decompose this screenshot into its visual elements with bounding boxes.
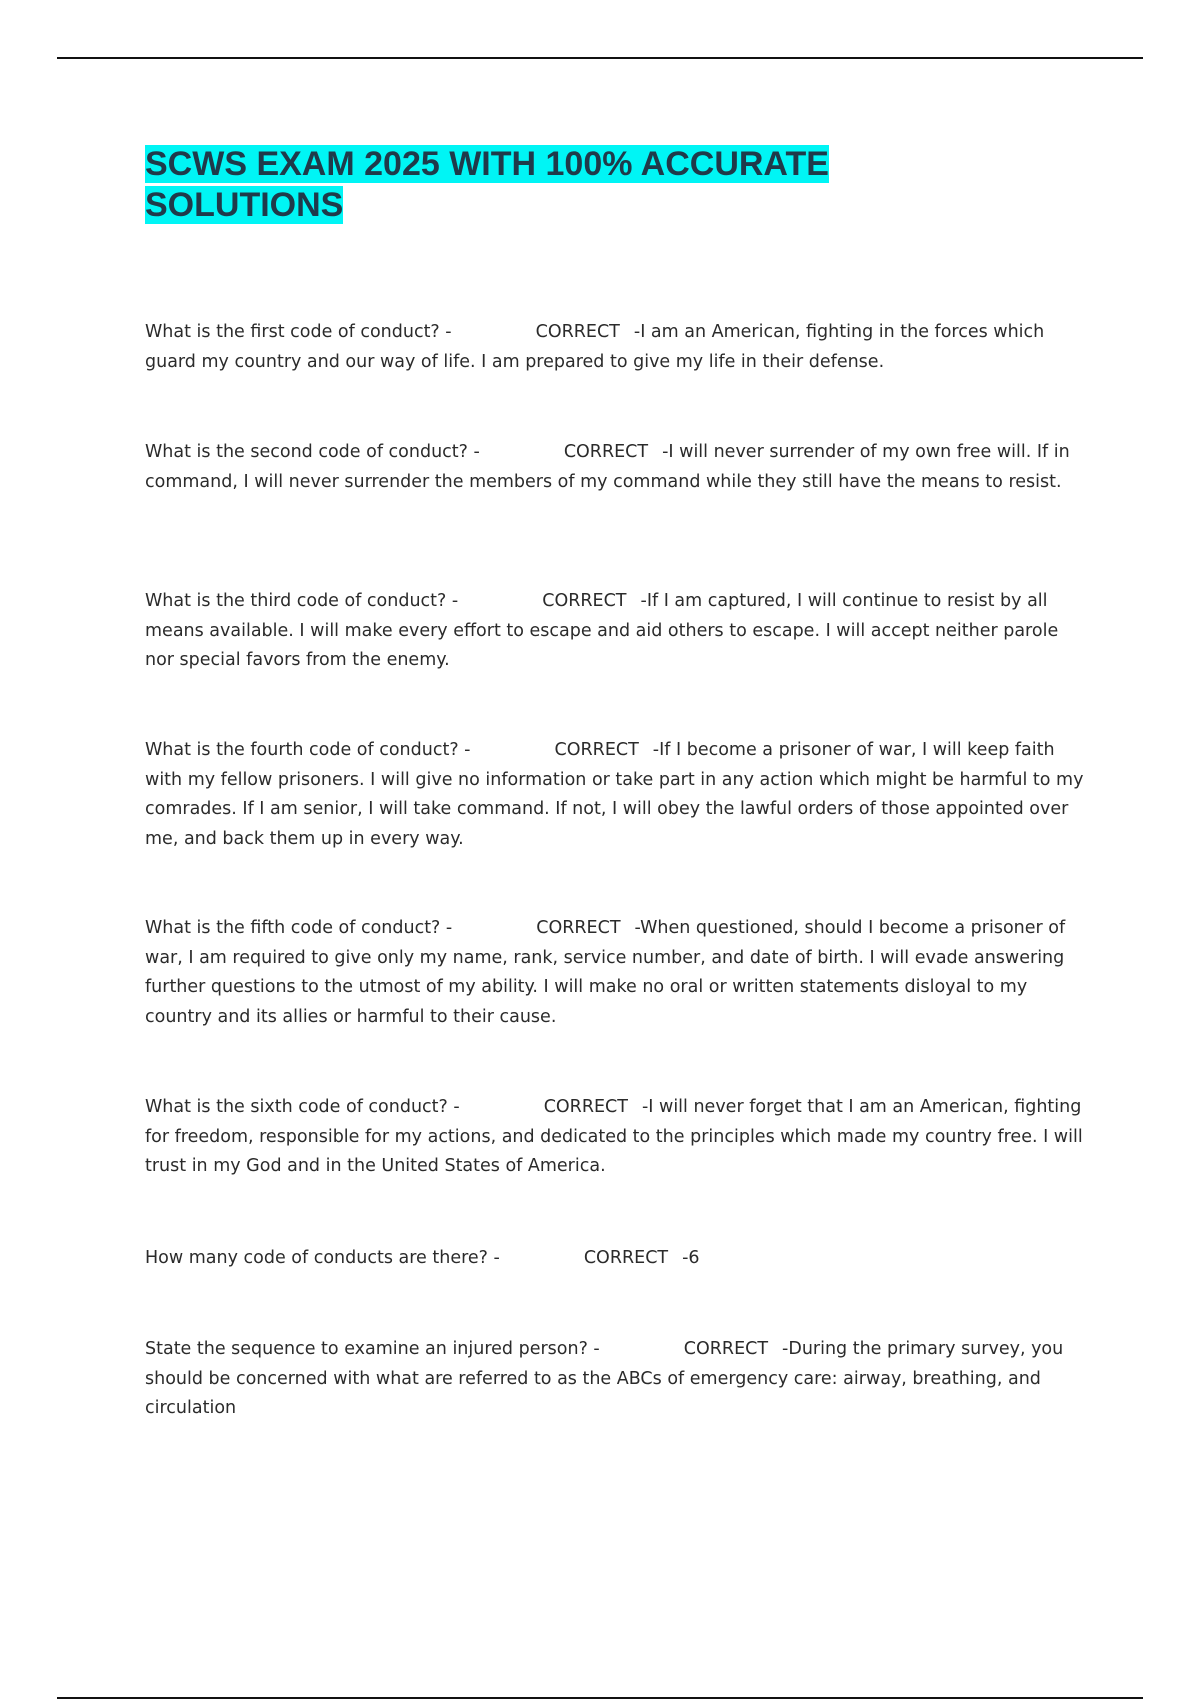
bottom-rule bbox=[57, 1697, 1143, 1699]
answer-text: -When questioned, should I become a prisoner of war, I am required to give only my name, rank, service number, and date of birth. I will evade answering further questions to the utmost of my ability. I will make no oral or written statements disloyal to my country and its allies or harmful to their cause. bbox=[145, 918, 1066, 1027]
answer-text: -I will never forget that I am an American, fighting for freedom, responsible for my actions, and dedicated to the principles which made my country free. I will trust in my God and in the United States of America. bbox=[145, 1097, 1083, 1176]
question-text: State the sequence to examine an injured person? - bbox=[145, 1339, 600, 1359]
answer-text: -If I become a prisoner of war, I will keep faith with my fellow prisoners. I will give no information or take part in any action which might be harmful to my comrades. If I am senior, I will take command. If not, I will obey the lawful orders of those appointed over me, and back them up in every way. bbox=[145, 740, 1084, 849]
correct-label: CORRECT bbox=[536, 918, 621, 938]
question-text: What is the fourth code of conduct? - bbox=[145, 740, 471, 760]
answer-text: -6 bbox=[682, 1248, 700, 1268]
correct-label: CORRECT bbox=[535, 322, 620, 342]
top-rule bbox=[57, 57, 1143, 59]
qa-item-4 bbox=[145, 736, 1090, 854]
correct-label: CORRECT bbox=[583, 1248, 669, 1268]
qa-item-6 bbox=[145, 1093, 1090, 1182]
question-text: What is the first code of conduct? - bbox=[145, 322, 452, 342]
qa-item-7 bbox=[145, 1244, 1090, 1274]
correct-label: CORRECT bbox=[543, 1097, 628, 1117]
qa-item-3 bbox=[145, 587, 1090, 676]
document-title bbox=[145, 144, 905, 226]
question-text: What is the sixth code of conduct? - bbox=[145, 1097, 460, 1117]
question-text: What is the fifth code of conduct? - bbox=[145, 918, 453, 938]
answer-text: -If I am captured, I will continue to resist by all means available. I will make every effort to escape and aid others to escape. I will accept neither parole nor special favors from the enemy. bbox=[145, 591, 1059, 670]
title-highlight: SCWS EXAM 2025 WITH 100% ACCURATE SOLUTIONS bbox=[145, 145, 829, 224]
answer-text: -During the primary survey, you should be concerned with what are referred to as the ABCs of emergency care: airway, breathing, and circulation bbox=[145, 1339, 1064, 1418]
answer-text: -I am an American, fighting in the forces which guard my country and our way of life. I am prepared to give my life in their defense. bbox=[145, 322, 1045, 372]
question-text: What is the second code of conduct? - bbox=[145, 442, 480, 462]
question-text: What is the third code of conduct? - bbox=[145, 591, 459, 611]
qa-item-2 bbox=[145, 438, 1090, 497]
correct-label: CORRECT bbox=[563, 442, 649, 462]
answer-text: -I will never surrender of my own free will. If in command, I will never surrender the members of my command while they still have the means to resist. bbox=[145, 442, 1070, 492]
correct-label: CORRECT bbox=[554, 740, 639, 760]
question-text: How many code of conducts are there? - bbox=[145, 1248, 500, 1268]
qa-item-5 bbox=[145, 914, 1090, 1032]
correct-label: CORRECT bbox=[542, 591, 627, 611]
qa-item-1 bbox=[145, 318, 1090, 377]
qa-item-8 bbox=[145, 1335, 1090, 1424]
correct-label: CORRECT bbox=[683, 1339, 769, 1359]
